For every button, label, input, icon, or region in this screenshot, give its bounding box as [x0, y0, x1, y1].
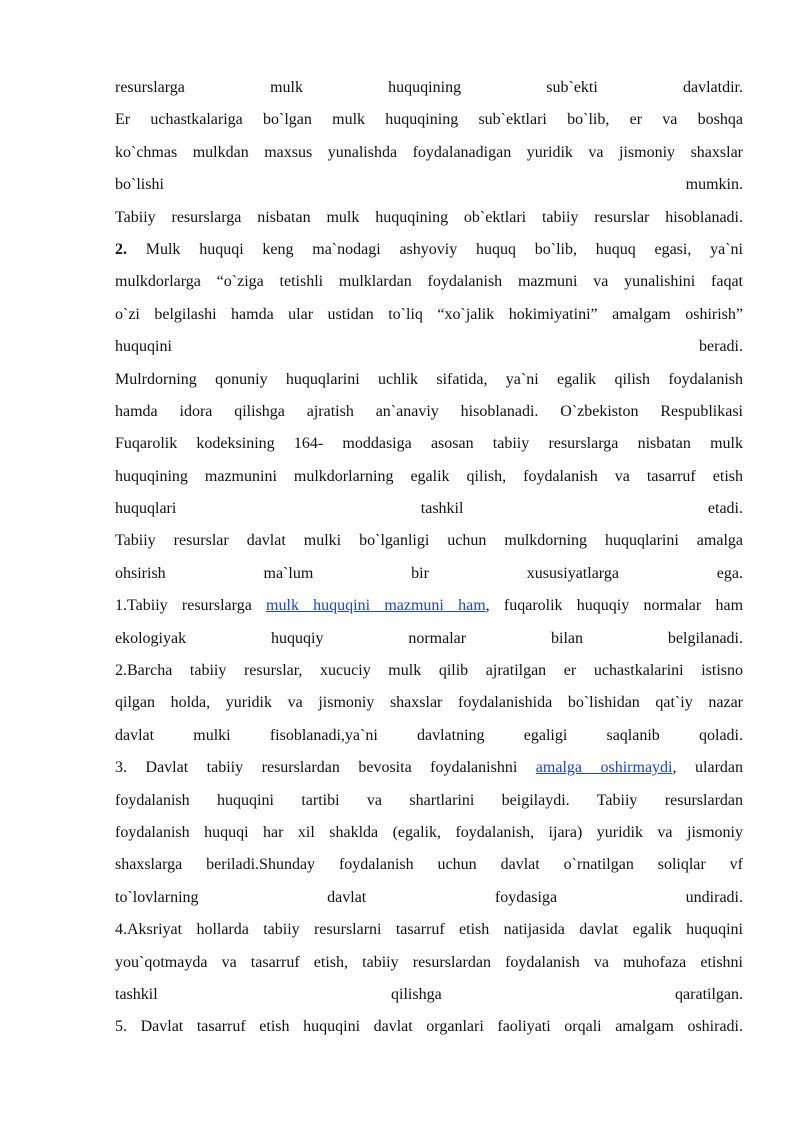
text-line — [115, 525, 743, 557]
line-text: 4.Aksriyat hollarda tabiiy resurslarni tasarruf etish natijasida davlat egalik huquqini — [115, 921, 743, 939]
line-text: 5. Davlat tasarruf etish huquqini davlat organlari faoliyati orqali amalgam oshiradi. — [115, 1018, 743, 1036]
line-text: ekologiyak huquqiy normalar bilan belgilanadi. — [115, 629, 743, 647]
line-text: davlat mulki fisoblanadi,ya`ni davlatning egaligi saqlanib qoladi. — [115, 726, 743, 744]
text-line — [115, 104, 743, 136]
line-text: , fuqarolik huquqiy normalar ham — [485, 597, 744, 615]
hyperlink[interactable]: mulk huquqini mazmuni ham — [266, 597, 486, 615]
line-text: huquqini beradi. — [115, 338, 743, 356]
hyperlink[interactable]: amalga oshirmaydi — [535, 759, 673, 777]
line-text: Tabiiy resurslarga nisbatan mulk huquqining ob`ektlari tabiiy resurslar hisoblanadi. — [115, 208, 743, 226]
text-line — [115, 590, 743, 622]
line-text: o`zi belgilashi hamda ular ustidan to`liq “xo`jalik hokimiyatini” amalgam oshirish” — [115, 305, 743, 323]
line-text: resurslarga mulk huquqining sub`ekti davlatdir. — [115, 79, 743, 96]
line-text: Tabiiy resurslar davlat mulki bo`lganligi uchun mulkdorning huquqlarini amalga — [115, 532, 743, 550]
text-line — [115, 234, 743, 266]
line-text: Mulk huquqi keng ma`nodagi ashyoviy huquq bo`lib, huquq egasi, ya`ni — [127, 240, 743, 258]
text-line — [115, 493, 743, 525]
text-line — [115, 461, 743, 493]
line-text: qilgan holda, yuridik va jismoniy shaxslar foydalanishida bo`lishidan qat`iy nazar — [115, 694, 743, 712]
line-text: Er uchastkalariga bo`lgan mulk huquqining sub`ektlari bo`lib, er va boshqa — [115, 111, 743, 129]
line-text: 2.Barcha tabiiy resurslar, xucuciy mulk qilib ajratilgan er uchastkalarini istisno — [115, 662, 743, 680]
line-text: ohsirish ma`lum bir xususiyatlarga ega. — [115, 564, 743, 582]
text-line — [115, 817, 743, 849]
text-line — [115, 947, 743, 979]
line-text: ko`chmas mulkdan maxsus yunalishda foydalanadigan yuridik va jismoniy shaxslar — [115, 143, 743, 161]
text-line — [115, 623, 743, 655]
text-line — [115, 1011, 743, 1043]
line-text: 1.Tabiiy resurslarga — [115, 597, 267, 615]
text-line — [115, 720, 743, 752]
line-text: tashkil qilishga qaratilgan. — [115, 985, 743, 1003]
line-text: huquqining mazmunini mulkdorlarning egalik qilish, foydalanish va tasarruf etish — [115, 467, 743, 485]
line-text: shaxslarga beriladi.Shunday foydalanish uchun davlat o`rnatilgan soliqlar vf — [115, 856, 743, 874]
line-text: to`lovlarning davlat foydasiga undiradi. — [115, 888, 743, 906]
text-line — [115, 428, 743, 460]
text-line — [115, 558, 743, 590]
line-text: you`qotmayda va tasarruf etish, tabiiy resurslardan foydalanish va muhofaza etishni — [115, 953, 743, 971]
line-text: Fuqarolik kodeksining 164- moddasiga asosan tabiiy resurslarga nisbatan mulk — [115, 435, 743, 453]
line-text: bo`lishi mumkin. — [115, 176, 743, 194]
list-number: 2. — [115, 240, 127, 258]
text-line — [115, 202, 743, 234]
text-line — [115, 914, 743, 946]
text-line — [115, 299, 743, 331]
line-text: huquqlari tashkil etadi. — [115, 500, 743, 518]
text-line — [115, 72, 743, 104]
line-text: foydalanish huquqini tartibi va shartlarini beigilaydi. Tabiiy resurslardan — [115, 791, 743, 809]
text-line — [115, 364, 743, 396]
text-line — [115, 687, 743, 719]
text-line — [115, 785, 743, 817]
text-line — [115, 979, 743, 1011]
text-line — [115, 396, 743, 428]
text-line — [115, 266, 743, 298]
text-line — [115, 752, 743, 784]
text-line — [115, 137, 743, 169]
line-text: Mulrdorning qonuniy huquqlarini uchlik sifatida, ya`ni egalik qilish foydalanish — [115, 370, 743, 388]
line-text: hamda idora qilishga ajratish an`anaviy hisoblanadi. O`zbekiston Respublikasi — [115, 402, 743, 420]
text-line — [115, 655, 743, 687]
line-text: 3. Davlat tabiiy resurslardan bevosita foydalanishni — [115, 759, 536, 777]
line-text: foydalanish huquqi har xil shaklda (egalik, foydalanish, ijara) yuridik va jismoniy — [115, 823, 743, 841]
line-text: mulkdorlarga “o`ziga tetishli mulklardan foydalanish mazmuni va yunalishini faqat — [115, 273, 743, 291]
text-line — [115, 849, 743, 881]
text-line — [115, 331, 743, 363]
text-line — [115, 882, 743, 914]
document-page — [115, 72, 743, 1044]
line-text: , ulardan — [672, 759, 744, 777]
text-line — [115, 169, 743, 201]
